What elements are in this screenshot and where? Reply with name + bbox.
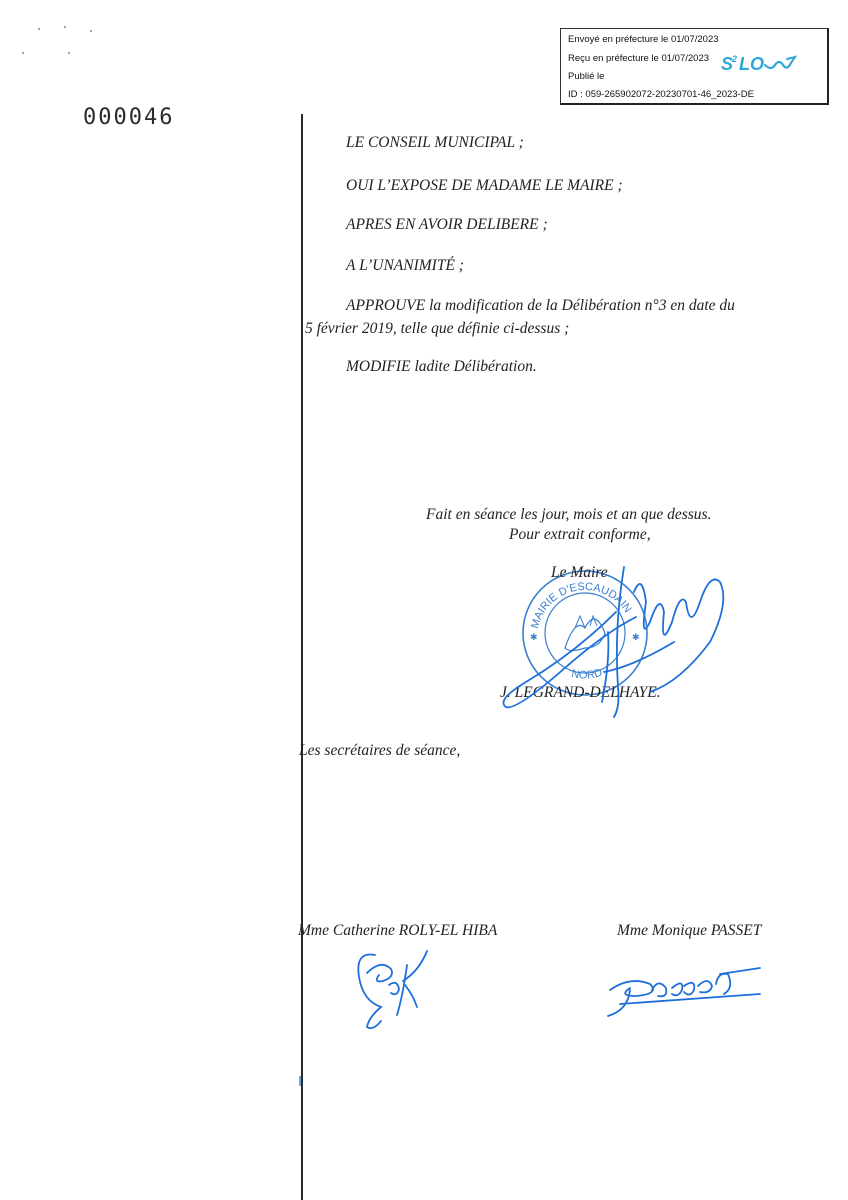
- approve-continuation: 5 février 2019, telle que définie ci-dessus ;: [305, 320, 570, 337]
- passet-signature: [600, 960, 770, 1020]
- roly-signature: [345, 945, 435, 1030]
- mayor-title: Le Maire: [551, 564, 608, 581]
- secretaries-heading: Les secrétaires de séance,: [299, 742, 461, 759]
- scan-mark: [299, 1076, 301, 1086]
- svg-text:✱: ✱: [632, 632, 640, 642]
- svg-text:2: 2: [732, 54, 738, 64]
- prefecture-id: ID : 059-265902072-20230701-46_2023-DE: [568, 89, 754, 100]
- svg-text:S: S: [721, 54, 734, 74]
- secretary-name-passet: Mme Monique PASSET: [617, 922, 762, 939]
- council-line: LE CONSEIL MUNICIPAL ;: [346, 134, 524, 151]
- svg-text:✱: ✱: [530, 632, 538, 642]
- certified-line: Pour extrait conforme,: [509, 526, 651, 543]
- modify-keyword: MODIFIE: [346, 358, 411, 375]
- seal-text-bottom: NORD: [570, 666, 604, 682]
- approve-text: la modification de la Délibération n°3 en date du: [425, 297, 735, 314]
- approve-keyword: APPROUVE: [346, 297, 426, 314]
- unanimity-line: A L’UNANIMITÉ ;: [346, 257, 464, 274]
- closing-line: Fait en séance les jour, mois et an que dessus.: [426, 506, 712, 523]
- scan-specks: [20, 22, 110, 62]
- mayor-signature: [494, 552, 734, 722]
- svg-text:LO: LO: [739, 54, 764, 74]
- prefecture-sent: Envoyé en préfecture le 01/07/2023: [568, 34, 719, 45]
- s2lo-logo: [719, 53, 799, 75]
- prefecture-received: Reçu en préfecture le 01/07/2023: [568, 53, 710, 64]
- prefecture-published: Publié le: [568, 71, 605, 82]
- expose-line: OUI L’EXPOSE DE MADAME LE MAIRE ;: [346, 177, 623, 194]
- seal-text-top: MAIRIE D’ESCAUDAIN: [528, 580, 634, 630]
- modify-text: ladite Délibération.: [410, 358, 537, 375]
- mayor-name: J. LEGRAND-DELHAYE.: [500, 684, 661, 701]
- approve-line: [346, 297, 735, 315]
- margin-rule: [301, 114, 303, 1200]
- prefecture-stamp: [560, 28, 829, 105]
- deliberation-line: APRES EN AVOIR DELIBERE ;: [346, 216, 548, 233]
- document-number: 000046: [83, 105, 175, 130]
- secretary-name-roly: Mme Catherine ROLY-EL HIBA: [298, 922, 498, 939]
- modify-line: [346, 358, 537, 376]
